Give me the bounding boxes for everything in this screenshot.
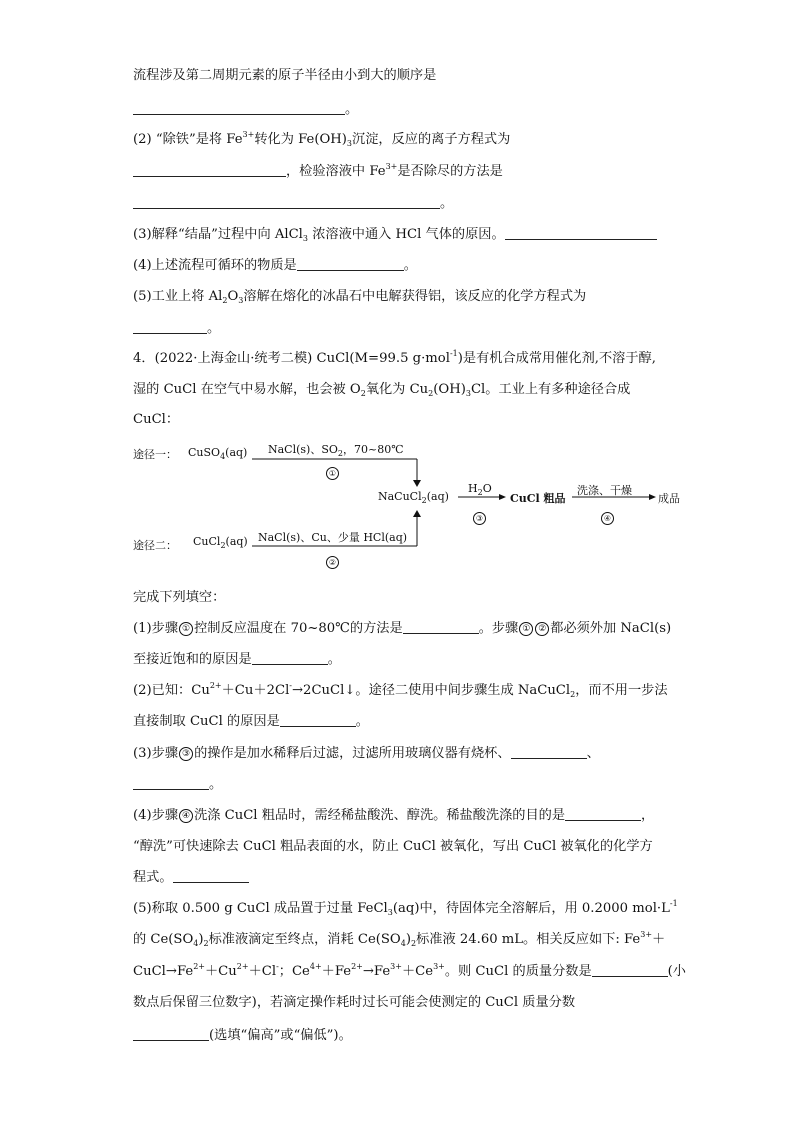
text-fragment: ④ (179, 809, 193, 823)
water-reagent (468, 482, 492, 495)
q4-part-2b (133, 713, 369, 731)
text-fragment: 的 Ce(SO (133, 932, 194, 947)
q3-line-1 (133, 67, 436, 85)
text-fragment: 。步骤 (478, 621, 519, 636)
text-fragment: 2 (428, 389, 434, 398)
text-fragment: 转化为 Fe(OH) (254, 132, 347, 147)
route1-reactant (188, 446, 247, 459)
text-fragment: ) (198, 932, 204, 947)
text-fragment: 洗涤 CuCl 粗品时，需经稀盐酸洗、醇洗。稀盐酸洗涤的目的是 (194, 808, 566, 823)
answer-blank[interactable] (133, 101, 345, 115)
q3-part-3 (133, 226, 657, 244)
text-fragment: NaCl(s)、SO (268, 443, 338, 456)
text-fragment: 浓溶液中通入 HCl 气体的原因。 (308, 227, 505, 242)
text-fragment: 2 (421, 496, 427, 505)
text-fragment: ，70~80℃ (343, 443, 404, 456)
text-fragment: 2+ (193, 962, 205, 971)
text-fragment: 。 (355, 714, 369, 729)
q4-part-3 (133, 745, 600, 763)
text-fragment: 2+ (236, 962, 249, 971)
text-fragment: 3 (302, 234, 308, 243)
answer-blank[interactable] (133, 320, 207, 334)
step4-arrowhead (649, 494, 656, 500)
text-fragment: 2 (477, 488, 483, 497)
text-fragment: ＋Fe (321, 964, 352, 979)
text-fragment: 3 (238, 296, 244, 305)
answer-blank[interactable] (403, 620, 479, 634)
text-fragment: (5)工业上将 Al (133, 289, 223, 304)
q4-part-4 (133, 807, 654, 825)
text-fragment: 。 (327, 652, 341, 667)
text-fragment: ；Ce (278, 964, 310, 979)
text-fragment: - (276, 962, 279, 971)
text-fragment: (2)已知：Cu (133, 683, 210, 698)
text-fragment: 3+ (433, 962, 445, 971)
text-fragment: (小 (667, 964, 686, 979)
text-fragment: 、 (586, 746, 600, 761)
text-fragment: 数点后保留三位数字)，若滴定操作耗时过长可能会使测定的 CuCl 质量分数 (133, 995, 576, 1010)
text-fragment: O (482, 482, 492, 495)
route2-arrowhead (413, 510, 421, 517)
text-fragment: 2 (220, 541, 226, 550)
wash-dry-label: 洗涤、干燥 (577, 484, 632, 497)
q4-part-4b (133, 838, 653, 856)
text-fragment: (5)称取 0.500 g CuCl 成品置于过量 FeCl (133, 901, 388, 916)
q4-part-1b (133, 651, 341, 669)
answer-blank[interactable] (133, 776, 209, 790)
text-fragment: →Fe (362, 964, 391, 979)
text-fragment: - (289, 681, 292, 690)
text-fragment: 3+ (640, 930, 653, 939)
q4-instruction (133, 589, 225, 607)
route2-conditions: NaCl(s)、Cu、少量 HCl(aq) (258, 531, 408, 544)
text-fragment: 都必须外加 NaCl(s) (550, 621, 672, 636)
q3-part-4 (133, 257, 417, 275)
answer-blank[interactable] (133, 1027, 209, 1041)
text-fragment: 标准液滴定至终点，消耗 Ce(SO (208, 932, 401, 947)
q4-part-5b (133, 931, 665, 949)
answer-blank[interactable] (511, 745, 587, 759)
text-fragment: ① (179, 622, 193, 636)
text-fragment: CuCl (193, 535, 221, 548)
step3-arrowhead (499, 494, 506, 500)
text-fragment: (选填“偏高”或“偏低”)。 (209, 1028, 352, 1043)
q3-answer-1 (133, 101, 358, 119)
text-fragment: NaCuCl (378, 490, 422, 503)
text-fragment: 。 (345, 102, 359, 117)
text-fragment: Cl。工业上有多种途径合成 (470, 382, 631, 397)
text-fragment: ＋Cu (204, 964, 237, 979)
q3-part-2 (133, 131, 510, 149)
step2-marker: ② (326, 556, 339, 569)
text-fragment: (2) “除铁”是将 Fe (133, 132, 243, 147)
text-fragment: 溶解在熔化的冰晶石中电解获得铝，该反应的化学方程式为 (243, 289, 587, 304)
q3-answer-5 (133, 320, 220, 338)
text-fragment: (aq) (426, 490, 449, 503)
q4-stem-2 (133, 381, 630, 399)
answer-blank[interactable] (133, 195, 440, 209)
text-fragment: (1)步骤 (133, 621, 179, 636)
text-fragment: 完成下列填空： (133, 590, 226, 605)
text-fragment: -1 (449, 349, 458, 358)
text-fragment: 。则 CuCl 的质量分数是 (444, 964, 592, 979)
q3-part-2b (133, 163, 503, 181)
text-fragment: 标准液 24.60 mL。相关反应如下: Fe (416, 932, 641, 947)
text-fragment: 程式。 (133, 870, 173, 885)
text-fragment: 2 (570, 690, 576, 699)
q4-stem-3 (133, 411, 179, 429)
text-fragment: 2 (337, 449, 343, 458)
q4-part-5c (133, 963, 686, 981)
text-fragment: CuCl→Fe (133, 964, 194, 979)
text-fragment: 的操作是加水稀释后过滤，过滤所用玻璃仪器有烧杯、 (194, 746, 511, 761)
text-fragment: 3 (465, 389, 471, 398)
q4-part-1 (133, 620, 671, 638)
text-fragment: ，检验溶液中 Fe (286, 164, 386, 179)
answer-blank[interactable] (133, 163, 286, 177)
q4-part-5e (133, 1027, 352, 1045)
text-fragment: ) (405, 932, 411, 947)
intermediate-product (378, 490, 449, 503)
text-fragment: )是有机合成常用催化剂,不溶于醇, (457, 351, 656, 366)
text-fragment: 4 (400, 939, 406, 948)
answer-blank[interactable] (173, 869, 249, 883)
text-fragment: 4 (220, 452, 226, 461)
answer-blank[interactable] (252, 651, 328, 665)
text-fragment: (4)步骤 (133, 808, 179, 823)
text-fragment: CuSO (188, 446, 221, 459)
route1-arrowhead (413, 480, 421, 487)
text-fragment: 湿的 CuCl 在空气中易水解，也会被 O (133, 382, 361, 397)
text-fragment: 2 (222, 296, 228, 305)
text-fragment: 2 (411, 939, 417, 948)
text-fragment: 氧化为 Cu (365, 382, 429, 397)
text-fragment: ＋Ce (401, 964, 434, 979)
text-fragment: 2+ (209, 681, 222, 690)
route1-label: 途径一： (133, 448, 177, 461)
text-fragment: 2 (203, 939, 209, 948)
text-fragment: (aq)中，待固体完全溶解后，用 0.2000 mol·L (392, 901, 670, 916)
route2-reactant (193, 535, 248, 548)
text-fragment: 2 (360, 389, 366, 398)
text-fragment: (4)上述流程可循环的物质是 (133, 258, 297, 273)
answer-blank[interactable] (505, 226, 657, 240)
text-fragment: 是否除尽的方法是 (397, 164, 503, 179)
text-fragment: 4．(2022·上海金山·统考二模) CuCl(M=99.5 g·mol (133, 351, 450, 366)
text-fragment: (3)步骤 (133, 746, 179, 761)
text-fragment: O (227, 289, 239, 304)
step1-marker: ① (326, 467, 339, 480)
text-fragment: 3+ (242, 130, 255, 139)
text-fragment: ，而不用一步法 (575, 683, 668, 698)
text-fragment: 直接制取 CuCl 的原因是 (133, 714, 280, 729)
text-fragment: 。 (440, 196, 454, 211)
q3-part-5 (133, 288, 586, 306)
text-fragment: ② (535, 622, 549, 636)
text-fragment: CuCl： (133, 412, 180, 427)
answer-blank[interactable] (592, 963, 668, 977)
answer-blank[interactable] (297, 257, 404, 271)
text-fragment: 。 (207, 321, 221, 336)
answer-blank[interactable] (565, 807, 641, 821)
answer-blank[interactable] (280, 713, 356, 727)
text-fragment: “醇洗”可快速除去 CuCl 粗品表面的水，防止 CuCl 被氧化，写出 CuCl 被氧化的化学方 (133, 839, 653, 854)
text-fragment: (OH) (433, 382, 466, 397)
route2-label: 途径二： (133, 539, 177, 552)
text-fragment: 3+ (390, 962, 402, 971)
q3-answer-2 (133, 195, 453, 213)
step4-marker: ④ (601, 512, 614, 525)
text-fragment: 。 (403, 258, 417, 273)
text-fragment: (3)解释“结晶”过程中向 AlCl (133, 227, 303, 242)
text-fragment: 。 (209, 777, 223, 792)
text-fragment: ③ (179, 747, 193, 761)
q4-stem-1 (133, 350, 656, 368)
q4-part-5 (133, 900, 678, 918)
text-fragment: 2+ (351, 962, 363, 971)
text-fragment: 4 (193, 939, 199, 948)
text-fragment: (aq) (225, 535, 248, 548)
text-fragment: -1 (669, 899, 678, 908)
text-fragment: 流程涉及第二周期元素的原子半径由小到大的顺序是 (133, 68, 437, 83)
q4-part-4c (133, 869, 249, 887)
text-fragment: (aq) (225, 446, 248, 459)
step3-marker: ③ (473, 512, 486, 525)
text-fragment: H (468, 482, 478, 495)
text-fragment: 3 (387, 908, 393, 917)
text-fragment: 沉淀，反应的离子方程式为 (352, 132, 511, 147)
route1-conditions (268, 441, 404, 457)
text-fragment: ＋Cl (248, 964, 277, 979)
text-fragment: 控制反应温度在 70~80℃的方法是 (194, 621, 403, 636)
text-fragment: →2CuCl↓。途径二使用中间步骤生成 NaCuCl (292, 683, 571, 698)
text-fragment: 3+ (385, 162, 398, 171)
text-fragment: ① (519, 622, 533, 636)
text-fragment: ＋Cu＋2Cl (221, 683, 290, 698)
q4-part-3b (133, 776, 222, 794)
final-product: 成品 (658, 492, 680, 505)
text-fragment: 3 (346, 139, 353, 148)
q4-part-5d (133, 994, 575, 1012)
text-fragment: ， (641, 808, 655, 823)
text-fragment: 4+ (309, 962, 322, 971)
text-fragment: ＋ (652, 932, 666, 947)
q4-part-2 (133, 682, 668, 700)
text-fragment: 至接近饱和的原因是 (133, 652, 252, 667)
crude-cucl: CuCl 粗品 (510, 492, 566, 505)
